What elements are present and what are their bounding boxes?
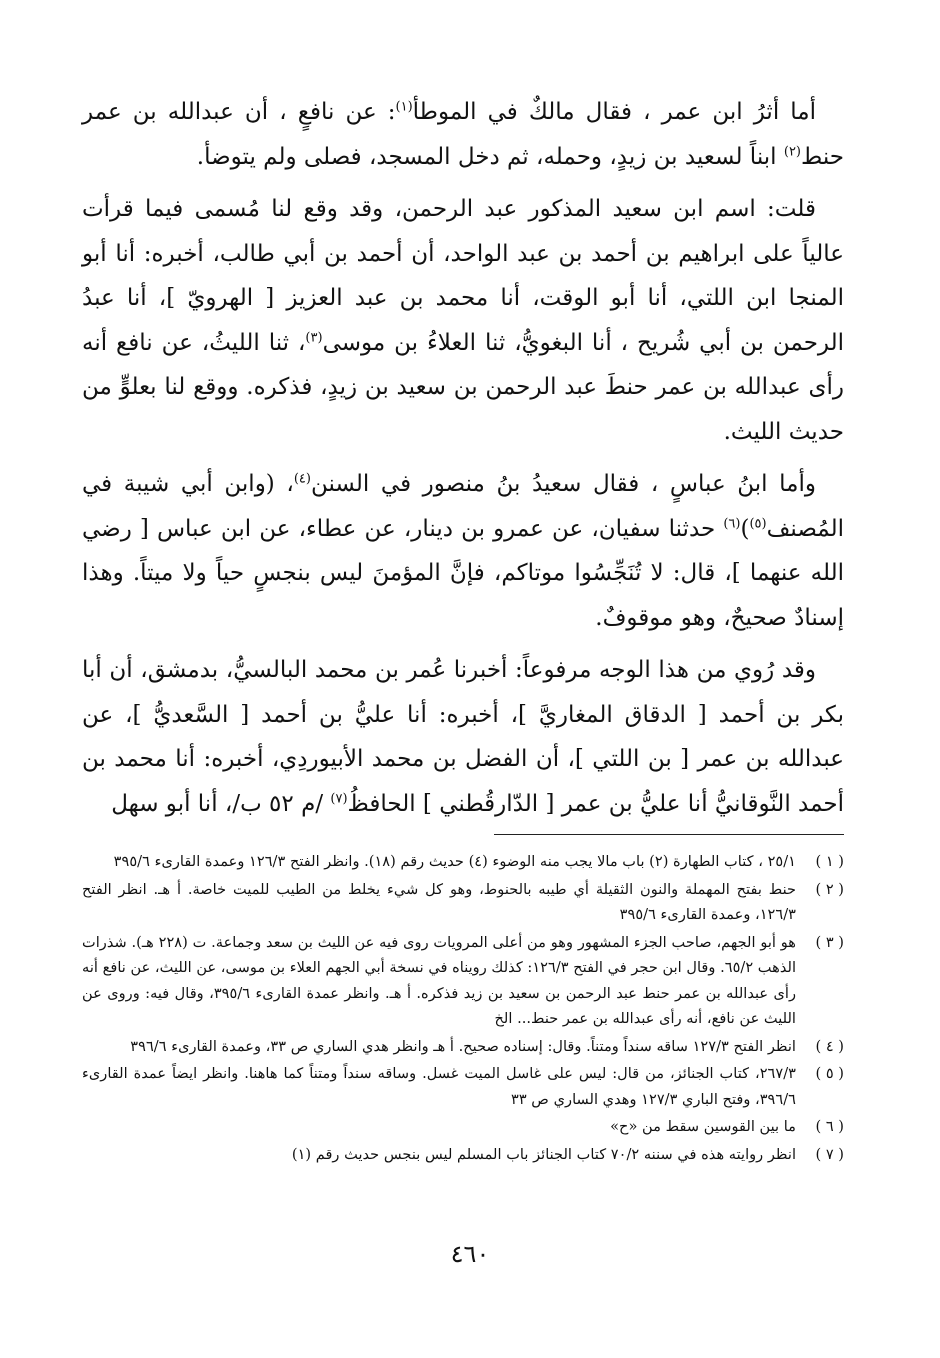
footnote-2 [82, 877, 844, 928]
footnote-marker: (٦) [723, 515, 741, 531]
text-run: /م ٥٢ ب/، أنا أبو سهل [111, 790, 331, 817]
footnote-marker: (٧) [330, 790, 348, 806]
footnote-number: ( ٦ ) [815, 1118, 844, 1135]
text-run: ، ثنا الليثُ، عن نافع أنه رأى عبدالله بن عمر حنطَ عبد الرحمن بن سعيد بن زيدٍ، فذكره. ووقع لنا بعلوٍّ من حديث الليث. [82, 329, 844, 445]
footnote-text: انظر روايته هذه في سننه ٧٠/٢ كتاب الجنائز باب المسلم ليس بنجس حديث رقم (١) [291, 1145, 796, 1163]
footnote-number: ( ٢ ) [815, 880, 844, 898]
footnote-1 [82, 849, 844, 875]
footnote-number: ( ٤ ) [815, 1037, 844, 1055]
text-run: : عن نافعٍ ، أن عبدالله بن عمر حنط [82, 99, 844, 170]
text-run: وقد رُوي من هذا الوجه مرفوعاً: أخبرنا عُمر بن محمد البالسيُّ، بدمشق، أن أبا بكر بن أحمد [ الدقاق المغاريَّ ]، أخبره: أنا عليُّ بن أحمد [ السَّعديُّ ]، عن عبدالله بن عمر [ بن اللتي ]، أن الفضل بن محمد الأبيوردِي، أخبره: أنا محمد بن أحمد النَّوقانيُّ أنا عليُّ بن عمر [ الدّارقُطني ] الحافظُ [82, 657, 844, 817]
footnote-text: ٢٦٧/٣، كتاب الجنائز، من قال: ليس على غاسل الميت غسل. وساقه سنداً ومتناً كما هاهنا. وانظر ايضاً عمدة القارىء ٣٩٦/٦، وفتح الباري ١٢٧/٣ وهدي الساري ص ٣٣ [82, 1065, 796, 1108]
paragraph-4 [82, 648, 844, 826]
text-run: ابناً لسعيد بن زيدٍ، وحمله، ثم دخل المسجد، فصلى ولم يتوضأ. [196, 143, 784, 170]
footnote-number: ( ٥ ) [815, 1065, 844, 1082]
footnote-6 [82, 1114, 844, 1140]
page [82, 90, 844, 1169]
footnote-text: ما بين القوسين سقط من «ح» [610, 1118, 796, 1135]
footnote-marker: (٤) [293, 471, 311, 487]
footnote-marker: (٣) [305, 329, 323, 345]
footnote-number: ( ١ ) [815, 853, 844, 870]
footnotes [82, 849, 844, 1167]
footnote-7 [82, 1142, 844, 1168]
footnote-text: حنط بفتح المهملة والنون الثقيلة أي طيبه بالحنوط، وهو كل شيء يخلط من الطيب للميت خاصة. أ هـ. انظر الفتح ١٢٦/٣، وعمدة القارىء ٣٩٥/٦ [82, 880, 796, 923]
footnote-number: ( ٧ ) [815, 1145, 844, 1163]
page-number: ٤٦٠ [450, 1240, 490, 1268]
footnote-marker: (٢) [783, 143, 801, 159]
paragraph-1 [82, 90, 844, 179]
footnote-text: هو أبو الجهم، صاحب الجزء المشهور وهو من أعلى المرويات روى فيه عن الليث بن سعد وجماعة. ت (٢٢٨ هـ). شذرات الذهب ٦٥/٢. وقال ابن حجر في الفتح ١٢٦/٣: كذلك رويناه في نسخة أبي الجهم العلاء بن موسى، عن الليث، عن نافع أنه رأى عبدالله بن عمر حنط عبد الرحمن بن سعيد بن زيد فذكره. أ هـ. وانظر عمدة القارىء ٣٩٥/٦، وقال فيه: وروى عن الليث عن نافع، أنه رأى عبدالله بن عمر حنط... الخ [82, 933, 797, 1027]
footnote-divider [494, 834, 844, 835]
footnote-marker: (٥) [749, 515, 767, 531]
text-run: قلت: اسم ابن سعيد المذكور عبد الرحمن، وقد وقع لنا مُسمى فيما قرأت عالياً على ابراهيم بن أحمد بن عبد الواحد، أن أحمد بن أبي طالب، أخبره: أنا أبو المنجا ابن اللتي، أنا أبو الوقت، أنا محمد بن عبد العزيز [ الهرويّ ]، أنا عبدُ الرحمن بن أبي شُريح ، أنا البغويُّ، ثنا العلاءُ بن موسى [82, 196, 845, 356]
footnote-number: ( ٣ ) [815, 933, 844, 951]
footnote-4 [82, 1034, 844, 1060]
paragraph-2 [82, 187, 844, 454]
footnote-marker: (١) [395, 99, 413, 115]
footnote-text: ٢٥/١ ، كتاب الطهارة (٢) باب مالا يجب منه الوضوء (٤) حديث رقم (١٨). وانظر الفتح ١٢٦/٣ وعمدة القارىء ٣٩٥/٦ [113, 853, 796, 870]
text-run: ) [740, 515, 750, 542]
footnote-3 [82, 930, 844, 1032]
footnote-5 [82, 1061, 844, 1112]
text-run: وأما ابنُ عباسٍ ، فقال سعيدُ بنُ منصور في السنن [310, 471, 816, 497]
footnote-text: انظر الفتح ١٢٧/٣ ساقه سنداً ومتناً. وقال: إسناده صحيح. أ هـ وانظر هدي الساري ص ٣٣، وعمدة القارىء ٣٩٦/٦ [130, 1037, 796, 1055]
text-run: أما أثرُ ابن عمر ، فقال مالكٌ في الموطأ [412, 99, 816, 125]
text-run: حدثنا سفيان، عن عمرو بن دينار، عن عطاء، عن ابن عباس [ رضي الله عنهما ]، قال: لا تُنَجِّسُوا موتاكم، فإنَّ المؤمنَ ليس بنجسٍ حياً ولا ميتاً. وهذا إسنادٌ صحيحٌ، وهو موقوفٌ. [82, 515, 844, 631]
text-run: ، (وابن أبي شيبة في المُصنف [82, 471, 844, 542]
paragraph-3 [82, 462, 844, 640]
main-text [82, 90, 844, 826]
